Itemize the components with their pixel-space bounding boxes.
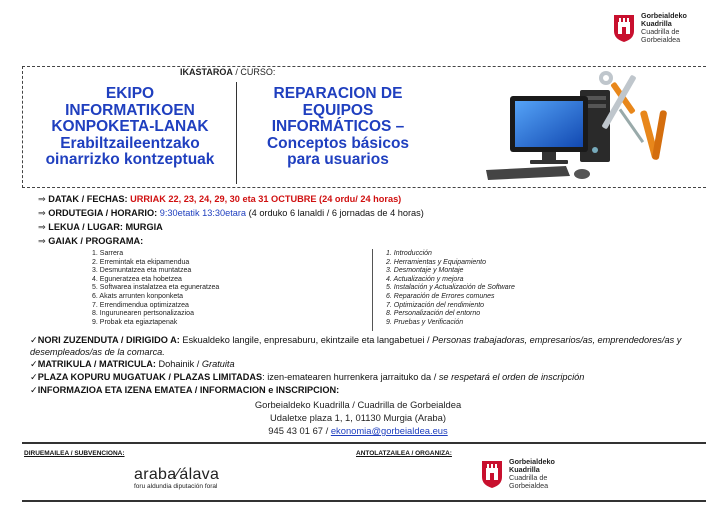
course-label: IKASTAROA / CURSO: [180, 67, 276, 77]
schedule-line: ⇒ ORDUTEGIA / HORARIO: 9:30etatik 13:30etara (4 orduko 6 lanaldi / 6 jornadas de 4 horas) [38, 208, 424, 218]
place-line: ⇒ LEKUA / LUGAR: MURGIA [38, 222, 163, 232]
logo-name-2: Kuadrilla [641, 19, 672, 28]
list-item: 4. Actualización y mejora [386, 275, 464, 283]
list-item: 2. Herramientas y Equipamiento [386, 258, 486, 266]
list-item: 3. Desmontaje y Montaje [386, 267, 464, 275]
checkmark-icon: ✓ [30, 335, 38, 345]
places-line: ✓PLAZA KOPURU MUGATUAK / PLAZAS LIMITADAS: izen-ematearen hurrenkera jarraituko da / se respetará el orden de inscripción [30, 372, 585, 382]
program-line: ⇒ GAIAK / PROGRAMA: [38, 236, 144, 246]
checkmark-icon: ✓ [30, 385, 38, 395]
gorbeialdea-logo [612, 12, 687, 44]
list-item: 1. Introducción [386, 250, 432, 257]
program-divider [372, 249, 373, 331]
contact-address: Udaletxe plaza 1, 1, 01130 Murgia (Araba) [270, 412, 446, 423]
list-item: 8. Ingurunearen pertsonalizazioa [92, 310, 194, 318]
dates-line: ⇒ DATAK / FECHAS: URRIAK 22, 23, 24, 29, 30 eta 31 OCTUBRE (24 ordu/ 24 horas) [38, 194, 402, 204]
arrow-right-icon: ⇒ [38, 236, 46, 246]
list-item: 8. Personalización del entorno [386, 310, 481, 318]
arrow-right-icon: ⇒ [38, 222, 46, 232]
schedule-time: 9:30etatik 13:30etara [159, 208, 247, 218]
list-item: 4. Eguneratzea eta hobetzea [92, 275, 182, 283]
organizer-label: ANTOLATZAILEA / ORGANIZA: [356, 450, 452, 457]
course-title-eu: EKIPO INFORMATIKOEN KONPOKETA-LANAK Erabiltzaileentzako oinarrizko kontzeptuak [45, 85, 215, 168]
arrow-right-icon: ⇒ [38, 208, 46, 218]
list-item: 5. Softwarea instalatzea eta eguneratzea [92, 284, 220, 292]
list-item: 7. Optimización del rendimiento [386, 301, 485, 309]
title-divider [236, 82, 237, 184]
bottom-divider [22, 500, 706, 502]
logo-name-3: Cuadrilla de [641, 27, 680, 36]
list-item: 9. Pruebas y Verificación [386, 318, 464, 326]
shield-icon [612, 13, 636, 43]
list-item: 5. Instalación y Actualización de Software [386, 284, 515, 292]
course-title-es: REPARACION DE EQUIPOS INFORMÁTICOS – Conceptos básicos para usuarios [266, 85, 410, 168]
checkmark-icon: ✓ [30, 372, 38, 382]
subvention-label: DIRUEMAILEA / SUBVENCIONA: [24, 450, 125, 457]
arrow-right-icon: ⇒ [38, 194, 46, 204]
dates-value: URRIAK 22, 23, 24, 29, 30 eta 31 OCTUBRE (24 ordu/ 24 horas) [130, 194, 402, 204]
fee-line: ✓MATRIKULA / MATRICULA: Dohainik / Gratuita [30, 359, 235, 369]
contact-block [0, 398, 716, 437]
shield-icon [480, 459, 504, 489]
logo-name-4: Gorbeialdea [641, 35, 681, 44]
schedule-rest: (4 orduko 6 lanaldi / 6 jornadas de 4 horas) [246, 208, 424, 218]
contact-org: Gorbeialdeko Kuadrilla / Cuadrilla de Gorbeialdea [254, 399, 462, 410]
list-item: 7. Errendimendua optimizatzea [92, 301, 189, 309]
list-item: 6. Reparación de Errores comunes [386, 292, 495, 300]
araba-alava-logo: araba⁄álava foru aldundia diputación foral [134, 466, 220, 490]
contact-email-link[interactable]: ekonomia@gorbeialdea.eus [330, 425, 448, 436]
target-audience: ✓NORI ZUZENDUTA / DIRIGIDO A: Eskualdeko langile, enpresaburu, ekintzaile eta langabetuei / Personas trabajadoras, empresarios/as, emprendedores/as y desempleados/as de la comarca. [30, 335, 682, 357]
program-list-es [386, 250, 515, 327]
list-item: 3. Desmuntatzea eta muntatzea [92, 267, 192, 275]
computer-repair-illustration [470, 70, 670, 182]
contact-phone: 945 43 01 67 / [268, 425, 331, 436]
footer-divider [22, 442, 706, 444]
checkmark-icon: ✓ [30, 359, 38, 369]
place-value: MURGIA [125, 222, 163, 232]
list-item: 6. Akats arrunten konponketa [92, 292, 184, 300]
list-item: 9. Probak eta egiaztapenak [92, 318, 178, 326]
list-item: 2. Erremintak eta ekipamendua [92, 258, 190, 266]
logo-name-1: Gorbeialdeko [641, 11, 687, 20]
contact-label-line: ✓INFORMAZIOA ETA IZENA EMATEA / INFORMACION e INSCRIPCION: [30, 385, 340, 395]
list-item: 1. Sarrera [92, 250, 124, 257]
program-list-eu [92, 250, 219, 327]
organizer-logo: Gorbeialdeko Kuadrilla Cuadrilla de Gorbeialdea [480, 458, 555, 490]
